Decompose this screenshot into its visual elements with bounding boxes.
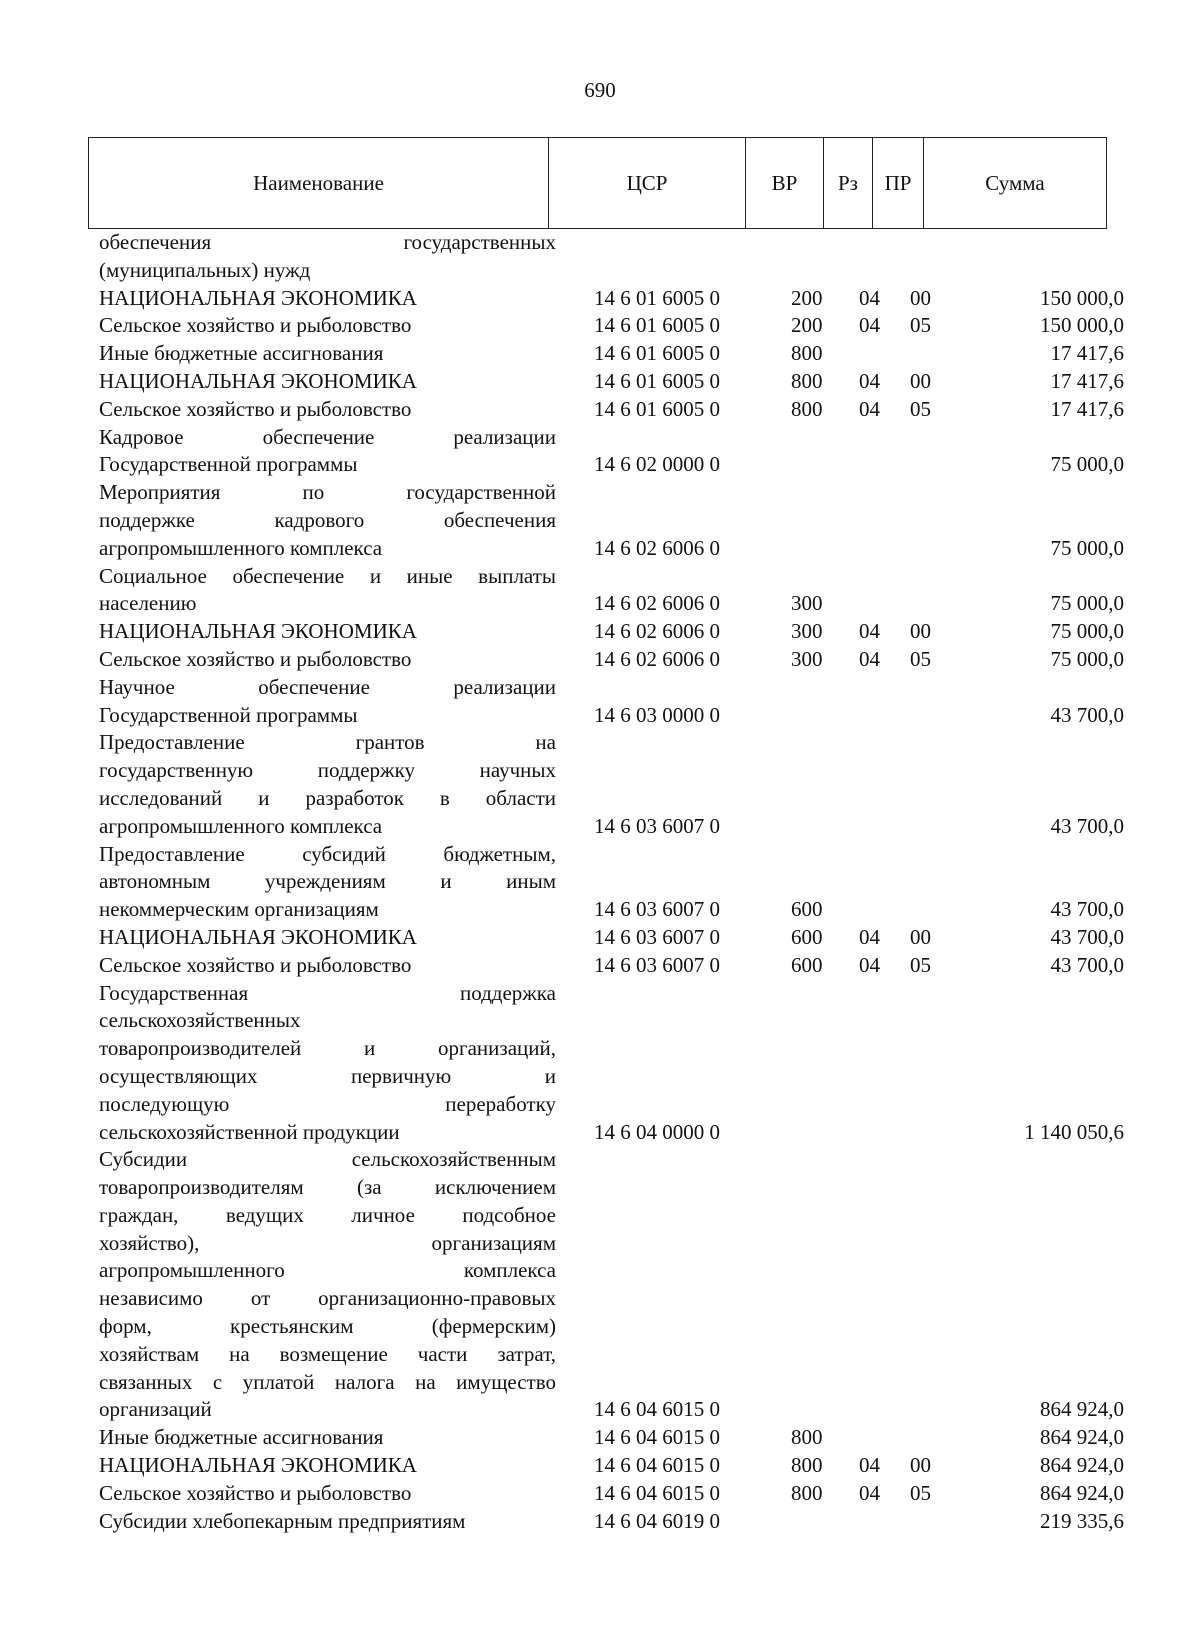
row-csr: 14 6 02 0000 0 [594, 452, 720, 477]
row-name [99, 1424, 556, 1452]
row-name-line: Социальное обеспечение и иные выплаты [99, 563, 556, 588]
row-vr: 800 [791, 1480, 823, 1505]
row-vr [791, 702, 859, 730]
row-name-line: НАЦИОНАЛЬНАЯ ЭКОНОМИКА [99, 285, 417, 310]
row-vr [791, 1396, 859, 1424]
table-row [0, 340, 1200, 368]
row-name [99, 924, 556, 952]
row-sum: 75 000,0 [1050, 535, 1124, 560]
row-name-line: Субсидии хлебопекарным предприятиям [99, 1508, 466, 1533]
row-rz: 04 [859, 313, 880, 338]
row-name-line: исследований и разработок в области [99, 785, 556, 810]
row-name-line: Сельское хозяйство и рыболовство [99, 646, 412, 671]
row-rz: 04 [859, 285, 880, 310]
row-name-line: Сельское хозяйство и рыболовство [99, 1480, 412, 1505]
row-csr: 14 6 03 6007 0 [594, 924, 720, 949]
header-sum: Сумма [924, 138, 1107, 229]
row-rz [859, 535, 910, 563]
row-name-line: осуществляющих первичную и [99, 1063, 556, 1088]
row-vr: 300 [791, 591, 823, 616]
row-sum: 43 700,0 [1050, 702, 1124, 727]
row-rz: 04 [859, 396, 880, 421]
row-rz [859, 813, 910, 841]
table-body [0, 229, 1200, 1535]
row-pr: 00 [910, 924, 931, 949]
row-name [99, 340, 556, 368]
row-pr: 00 [910, 368, 931, 393]
row-rz [859, 1396, 910, 1424]
row-pr: 00 [910, 619, 931, 644]
row-sum: 219 335,6 [1040, 1508, 1124, 1533]
row-vr: 800 [791, 1453, 823, 1478]
row-sum: 75 000,0 [1050, 591, 1124, 616]
row-rz [859, 896, 910, 924]
table-row [0, 479, 1200, 562]
row-rz: 04 [859, 619, 880, 644]
header-rz: Рз [824, 138, 873, 229]
row-sum: 75 000,0 [1050, 619, 1124, 644]
row-name [99, 952, 556, 980]
row-csr: 14 6 03 6007 0 [594, 952, 720, 977]
header-name: Наименование [89, 138, 549, 229]
table-row [0, 841, 1200, 924]
row-name-line: Иные бюджетные ассигнования [99, 1425, 384, 1450]
row-csr: 14 6 02 6006 0 [594, 619, 720, 644]
row-sum: 17 417,6 [1050, 341, 1124, 366]
row-rz [859, 1424, 910, 1452]
header-pr: ПР [873, 138, 924, 229]
row-csr: 14 6 03 6007 0 [594, 813, 720, 838]
row-csr: 14 6 02 6006 0 [594, 535, 720, 560]
row-csr: 14 6 02 6006 0 [594, 646, 720, 671]
row-name [99, 646, 556, 674]
row-name [99, 1480, 556, 1508]
row-name-line: агропромышленного комплекса [99, 813, 383, 838]
row-name-line: некоммерческим организациям [99, 897, 379, 922]
row-name [99, 312, 556, 340]
row-name-line: Мероприятия по государственной [99, 480, 556, 505]
table-row [0, 563, 1200, 619]
row-sum: 43 700,0 [1050, 952, 1124, 977]
row-vr [791, 1119, 859, 1147]
row-vr: 200 [791, 285, 823, 310]
row-sum: 75 000,0 [1050, 452, 1124, 477]
row-name [99, 841, 556, 924]
row-name-line: Предоставление грантов на [99, 730, 556, 755]
row-pr: 05 [910, 313, 931, 338]
row-rz: 04 [859, 1453, 880, 1478]
row-name [99, 396, 556, 424]
row-rz: 04 [859, 924, 880, 949]
row-vr: 800 [791, 1425, 823, 1450]
row-name [99, 729, 556, 840]
row-csr: 14 6 02 6006 0 [594, 591, 720, 616]
row-sum: 17 417,6 [1050, 368, 1124, 393]
row-name-line: Государственной программы [99, 452, 358, 477]
row-name-line: форм, крестьянским (фермерским) [99, 1314, 556, 1339]
row-vr [791, 451, 859, 479]
row-sum: 150 000,0 [1040, 285, 1124, 310]
table-row [0, 646, 1200, 674]
row-rz: 04 [859, 1480, 880, 1505]
table-row [0, 1146, 1200, 1424]
table-row [0, 952, 1200, 980]
row-vr: 200 [791, 313, 823, 338]
row-rz [859, 257, 910, 285]
row-rz [859, 340, 910, 368]
row-rz [859, 451, 910, 479]
table-row [0, 229, 1200, 285]
table-row [0, 729, 1200, 840]
row-pr [910, 590, 972, 618]
table-row [0, 285, 1200, 313]
row-name-line: Предоставление субсидий бюджетным, [99, 841, 556, 866]
row-vr: 600 [791, 952, 823, 977]
row-vr: 800 [791, 341, 823, 366]
table-row [0, 1424, 1200, 1452]
row-sum: 864 924,0 [1040, 1480, 1124, 1505]
row-name-line: обеспечения государственных [99, 230, 556, 254]
row-name-line: НАЦИОНАЛЬНАЯ ЭКОНОМИКА [99, 1453, 417, 1478]
row-name-line: агропромышленного комплекса [99, 535, 383, 560]
row-name-line: хозяйствам на возмещение части затрат, [99, 1341, 556, 1366]
row-name-line: товаропроизводителей и организаций, [99, 1036, 556, 1061]
row-sum: 75 000,0 [1050, 646, 1124, 671]
row-vr [791, 1508, 859, 1536]
row-vr [791, 535, 859, 563]
table-row [0, 396, 1200, 424]
row-vr: 300 [791, 619, 823, 644]
row-name-line: Государственной программы [99, 702, 358, 727]
row-pr: 00 [910, 285, 931, 310]
row-pr [910, 340, 972, 368]
table-row [0, 368, 1200, 396]
row-rz [859, 590, 910, 618]
row-pr [910, 257, 972, 285]
row-pr [910, 896, 972, 924]
table-row [0, 1452, 1200, 1480]
table-row [0, 618, 1200, 646]
row-csr [594, 257, 791, 285]
row-csr: 14 6 04 6015 0 [594, 1425, 720, 1450]
row-name-line: граждан, ведущих личное подсобное [99, 1202, 556, 1227]
row-name [99, 368, 556, 396]
row-name-line: товаропроизводителям (за исключением [99, 1175, 556, 1200]
table-row [0, 312, 1200, 340]
row-name [99, 285, 556, 313]
row-name-line: НАЦИОНАЛЬНАЯ ЭКОНОМИКА [99, 619, 417, 644]
row-rz: 04 [859, 368, 880, 393]
row-name-line: НАЦИОНАЛЬНАЯ ЭКОНОМИКА [99, 924, 417, 949]
row-name-line: государственную поддержку научных [99, 758, 556, 783]
row-name-line: автономным учреждениям и иным [99, 869, 556, 894]
row-pr: 05 [910, 952, 931, 977]
row-name-line: поддержке кадрового обеспечения [99, 507, 556, 532]
row-csr: 14 6 03 0000 0 [594, 702, 720, 727]
row-name-line: Государственная поддержка [99, 980, 556, 1005]
table-row [0, 980, 1200, 1147]
table-header [88, 137, 1107, 229]
row-csr: 14 6 04 0000 0 [594, 1119, 720, 1144]
row-vr [791, 813, 859, 841]
row-rz: 04 [859, 952, 880, 977]
table-row [0, 1508, 1200, 1536]
row-sum: 43 700,0 [1050, 897, 1124, 922]
row-name-line: Сельское хозяйство и рыболовство [99, 313, 412, 338]
row-csr: 14 6 04 6019 0 [594, 1508, 720, 1533]
row-pr [910, 813, 972, 841]
row-vr: 600 [791, 924, 823, 949]
row-name-line: независимо от организационно-правовых [99, 1286, 556, 1311]
row-sum [972, 257, 1124, 285]
row-pr [910, 535, 972, 563]
row-vr: 600 [791, 897, 823, 922]
row-name [99, 1146, 556, 1424]
row-name-line: Кадровое обеспечение реализации [99, 424, 556, 449]
row-name [99, 1452, 556, 1480]
row-name-line: Сельское хозяйство и рыболовство [99, 396, 412, 421]
row-csr: 14 6 04 6015 0 [594, 1397, 720, 1422]
row-name-line: агропромышленного комплекса [99, 1258, 556, 1283]
row-name-line: организаций [99, 1397, 212, 1422]
row-pr: 05 [910, 646, 931, 671]
row-sum: 864 924,0 [1040, 1453, 1124, 1478]
row-csr: 14 6 01 6005 0 [594, 396, 720, 421]
row-sum: 1 140 050,6 [1024, 1119, 1124, 1144]
row-name-line: Субсидии сельскохозяйственным [99, 1147, 556, 1172]
row-sum: 43 700,0 [1050, 924, 1124, 949]
row-vr: 300 [791, 646, 823, 671]
row-csr: 14 6 04 6015 0 [594, 1453, 720, 1478]
row-csr: 14 6 01 6005 0 [594, 368, 720, 393]
row-pr: 05 [910, 1480, 931, 1505]
row-pr [910, 451, 972, 479]
row-rz [859, 702, 910, 730]
table-row [0, 674, 1200, 730]
row-sum: 864 924,0 [1040, 1397, 1124, 1422]
row-csr: 14 6 04 6015 0 [594, 1480, 720, 1505]
page-number: 690 [584, 78, 616, 102]
row-name [99, 229, 556, 285]
row-sum: 43 700,0 [1050, 813, 1124, 838]
row-csr: 14 6 03 6007 0 [594, 897, 720, 922]
row-name [99, 980, 556, 1147]
row-sum: 864 924,0 [1040, 1425, 1124, 1450]
row-csr: 14 6 01 6005 0 [594, 313, 720, 338]
row-name-line: связанных с уплатой налога на имущество [99, 1369, 556, 1394]
row-name-line: Иные бюджетные ассигнования [99, 341, 384, 366]
row-name [99, 479, 556, 562]
row-pr [910, 1396, 972, 1424]
row-pr [910, 1508, 972, 1536]
row-name-line: населению [99, 591, 197, 616]
row-name-line: НАЦИОНАЛЬНАЯ ЭКОНОМИКА [99, 368, 417, 393]
row-name [99, 563, 556, 619]
header-csr: ЦСР [549, 138, 746, 229]
row-sum: 17 417,6 [1050, 396, 1124, 421]
header-vr: ВР [746, 138, 824, 229]
row-sum: 150 000,0 [1040, 313, 1124, 338]
row-pr [910, 1119, 972, 1147]
table-row [0, 924, 1200, 952]
row-pr: 00 [910, 1453, 931, 1478]
row-rz [859, 1119, 910, 1147]
row-name-line: (муниципальных) нужд [99, 257, 311, 282]
row-name-line: Сельское хозяйство и рыболовство [99, 952, 412, 977]
row-csr: 14 6 01 6005 0 [594, 341, 720, 366]
row-name-line: сельскохозяйственной продукции [99, 1119, 400, 1144]
row-name-line: сельскохозяйственных [99, 1008, 301, 1033]
row-pr [910, 702, 972, 730]
row-name [99, 1508, 556, 1536]
table-row [0, 424, 1200, 480]
row-pr: 05 [910, 396, 931, 421]
row-vr [791, 257, 859, 285]
row-name-line: последующую переработку [99, 1091, 556, 1116]
row-rz: 04 [859, 646, 880, 671]
row-name-line: Научное обеспечение реализации [99, 674, 556, 699]
row-csr: 14 6 01 6005 0 [594, 285, 720, 310]
row-pr [910, 1424, 972, 1452]
row-name [99, 674, 556, 730]
row-name-line: хозяйство), организациям [99, 1230, 556, 1255]
row-rz [859, 1508, 910, 1536]
table-row [0, 1480, 1200, 1508]
row-vr: 800 [791, 396, 823, 421]
row-name [99, 618, 556, 646]
row-name [99, 424, 556, 480]
row-vr: 800 [791, 368, 823, 393]
